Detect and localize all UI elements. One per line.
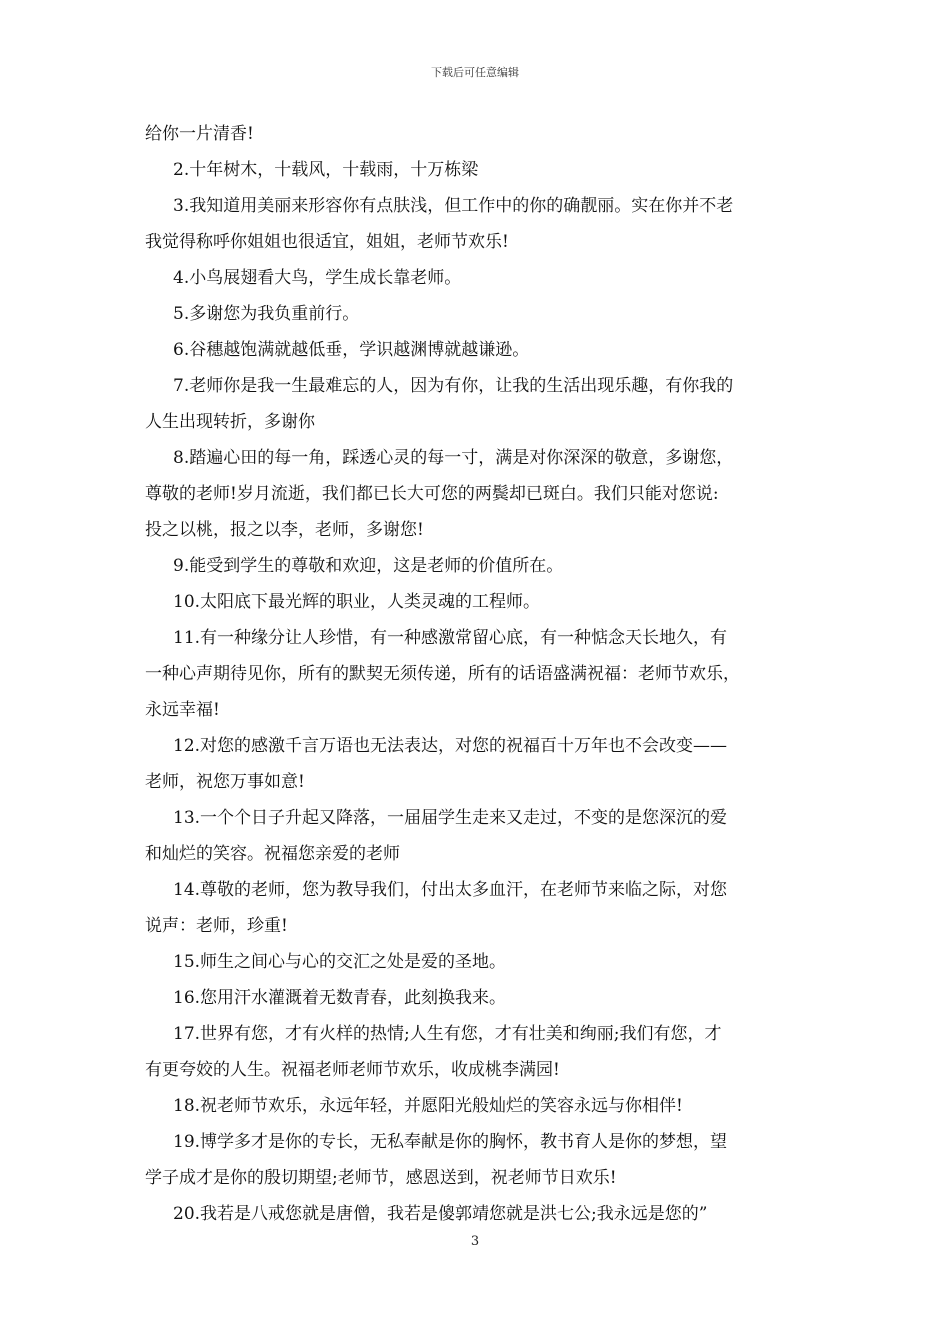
- text-line: 13.一个个日子升起又降落，一届届学生走来又走过，不变的是您深沉的爱: [173, 808, 728, 828]
- text-line: 我觉得称呼你姐姐也很适宜，姐姐，老师节欢乐!: [145, 232, 509, 252]
- text-line: 20.我若是八戒您就是唐僧，我若是傻郭靖您就是洪七公;我永远是您的”: [173, 1204, 708, 1224]
- text-line: 尊敬的老师!岁月流逝，我们都已长大可您的两鬓却已斑白。我们只能对您说:: [145, 484, 719, 504]
- text-line: 老师，祝您万事如意!: [145, 772, 305, 792]
- text-line: 2.十年树木，十载风，十载雨，十万栋梁: [173, 160, 479, 180]
- text-line: 学子成才是你的殷切期望;老师节，感恩送到，祝老师节日欢乐!: [145, 1168, 617, 1188]
- text-line: 16.您用汗水灌溉着无数青春，此刻换我来。: [173, 988, 507, 1008]
- text-line: 5.多谢您为我负重前行。: [173, 304, 360, 324]
- text-line: 永远幸福!: [145, 700, 220, 720]
- text-line: 17.世界有您，才有火样的热情;人生有您，才有壮美和绚丽;我们有您，才: [173, 1024, 722, 1044]
- text-line: 12.对您的感激千言万语也无法表达，对您的祝福百十万年也不会改变——: [173, 736, 728, 756]
- text-line: 投之以桃，报之以李，老师，多谢您!: [145, 520, 424, 540]
- text-line: 14.尊敬的老师，您为教导我们，付出太多血汗，在老师节来临之际，对您: [173, 880, 728, 900]
- text-line: 3.我知道用美丽来形容你有点肤浅，但工作中的你的确靓丽。实在你并不老: [173, 196, 734, 216]
- text-line: 10.太阳底下最光辉的职业，人类灵魂的工程师。: [173, 592, 541, 612]
- page-header: 下载后可任意编辑: [431, 66, 519, 79]
- text-line: 15.师生之间心与心的交汇之处是爱的圣地。: [173, 952, 507, 972]
- text-line: 9.能受到学生的尊敬和欢迎，这是老师的价值所在。: [173, 556, 564, 576]
- text-line: 11.有一种缘分让人珍惜，有一种感激常留心底，有一种惦念天长地久，有: [173, 628, 728, 648]
- text-line: 说声：老师，珍重!: [145, 916, 288, 936]
- text-line: 8.踏遍心田的每一角，踩透心灵的每一寸，满是对你深深的敬意，多谢您，: [173, 448, 734, 468]
- text-line: 人生出现转折，多谢你: [145, 412, 315, 432]
- text-line: 18.祝老师节欢乐，永远年轻，并愿阳光般灿烂的笑容永远与你相伴!: [173, 1096, 683, 1116]
- text-line: 和灿烂的笑容。祝福您亲爱的老师: [145, 844, 400, 864]
- text-line: 给你一片清香!: [145, 124, 254, 144]
- text-line: 4.小鸟展翅看大鸟，学生成长靠老师。: [173, 268, 462, 288]
- text-line: 19.博学多才是你的专长，无私奉献是你的胸怀，教书育人是你的梦想，望: [173, 1132, 728, 1152]
- document-body: [145, 116, 825, 1232]
- text-line: 有更夸姣的人生。祝福老师老师节欢乐，收成桃李满园!: [145, 1060, 560, 1080]
- page-number: 3: [470, 1234, 480, 1249]
- text-line: 一种心声期待见你，所有的默契无须传递，所有的话语盛满祝福：老师节欢乐，: [145, 664, 740, 684]
- text-line: 6.谷穗越饱满就越低垂，学识越渊博就越谦逊。: [173, 340, 530, 360]
- text-line: 7.老师你是我一生最难忘的人，因为有你，让我的生活出现乐趣，有你我的: [173, 376, 734, 396]
